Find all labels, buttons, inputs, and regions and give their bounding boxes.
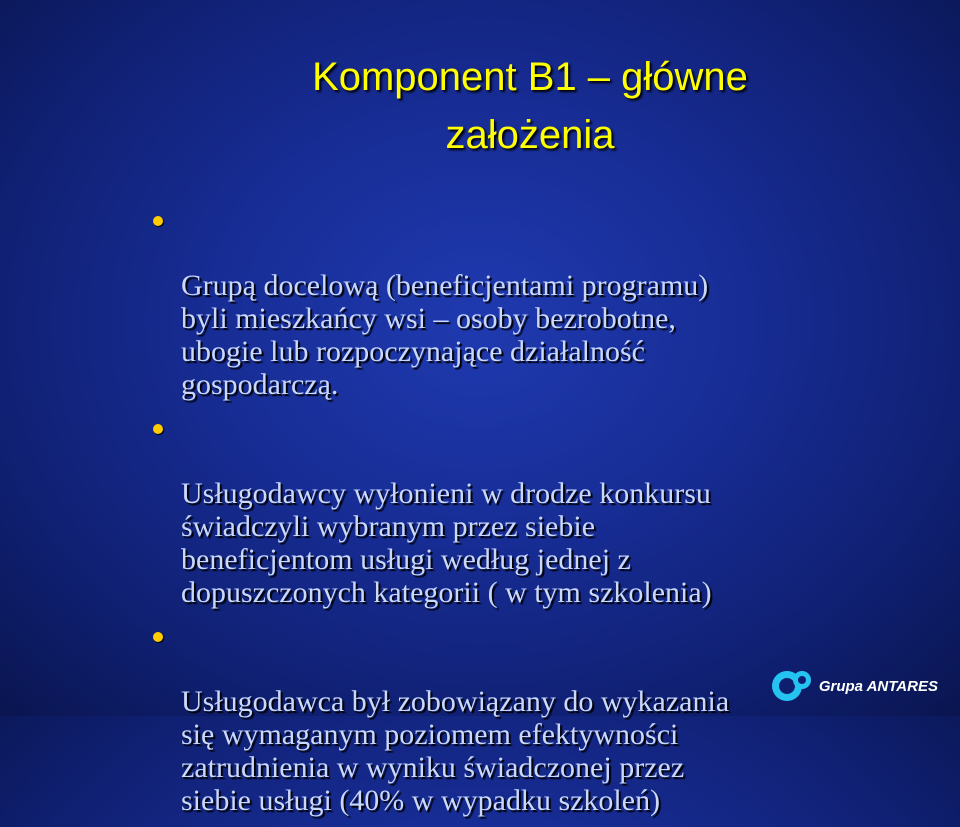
bullet-text: Usługodawca był zobowiązany do wykazania się wymaganym poziomem efektywności zatrudnienia w wyniku świadczonej przez siebie usługi (40% w wypadku szkoleń) xyxy=(181,685,730,817)
bullet-list xyxy=(151,203,911,827)
bullet-text: Usługodawcy wyłonieni w drodze konkursu świadczyli wybranym przez siebie beneficjentom usługi według jednej z dopuszczonych kategorii ( w tym szkolenia) xyxy=(181,477,712,609)
bullet-item xyxy=(151,203,911,401)
footer xyxy=(769,666,938,706)
bullet-dot-icon xyxy=(153,424,163,434)
bullet-item xyxy=(151,411,911,609)
bullet-dot-icon xyxy=(153,632,163,642)
slide-title xyxy=(0,48,960,164)
bullet-dot-icon xyxy=(153,216,163,226)
slide-title-line-2: założenia xyxy=(445,113,615,157)
footer-brand-text: Grupa ANTARES xyxy=(818,677,938,695)
slide-title-line-1: Komponent B1 – główne xyxy=(312,55,748,99)
bullet-item xyxy=(151,619,911,817)
antares-logo-icon xyxy=(769,666,813,706)
bullet-text: Grupą docelową (beneficjentami programu) byli mieszkańcy wsi – osoby bezrobotne, ubogie lub rozpoczynające działalność gospodarczą. xyxy=(181,269,709,401)
